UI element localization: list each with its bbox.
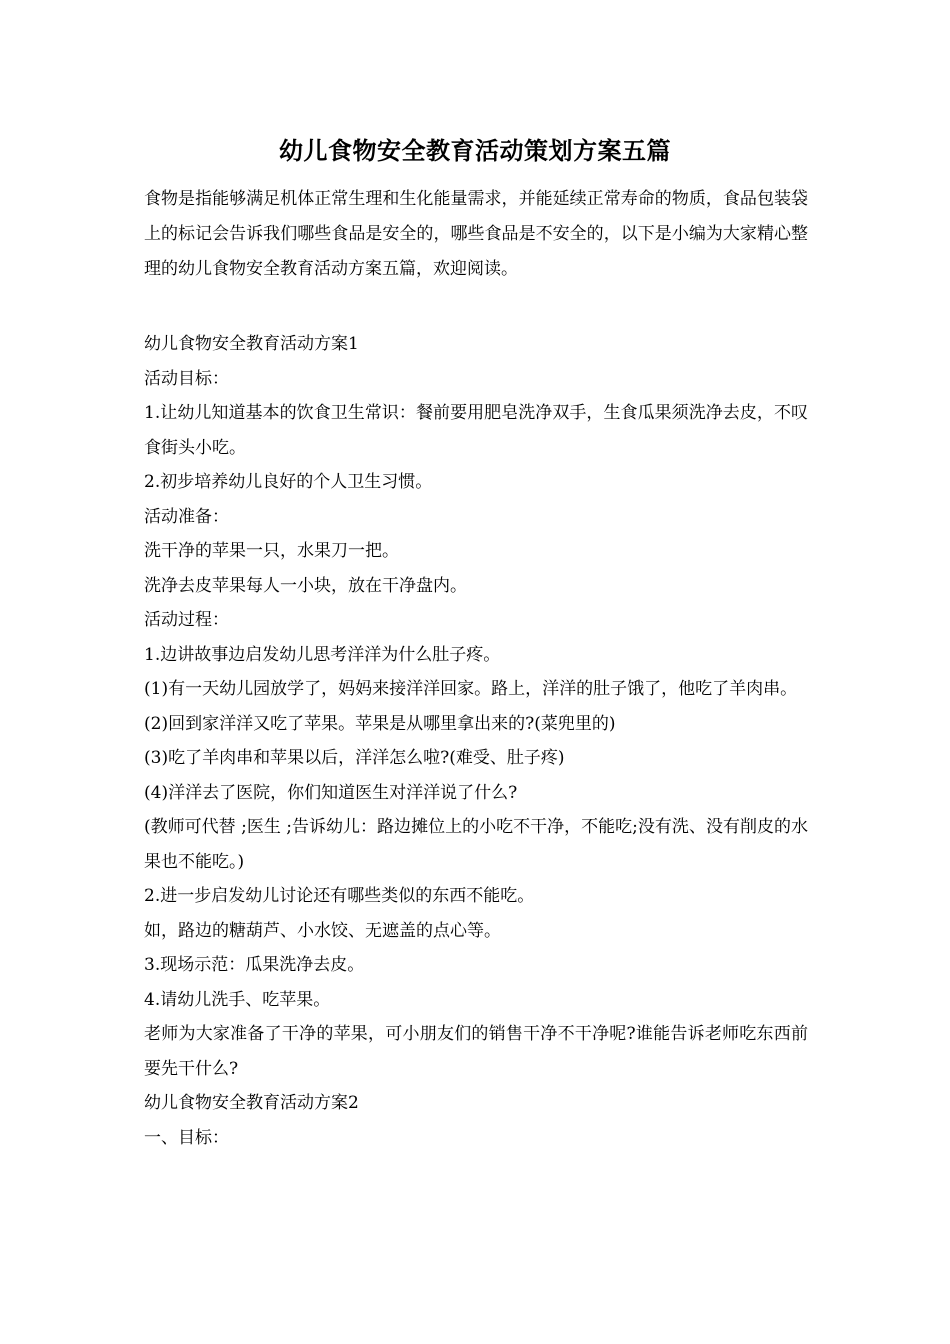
section-heading-2: 幼儿食物安全教育活动方案2	[144, 1093, 359, 1113]
document-title: 幼儿食物安全教育活动策划方案五篇	[279, 136, 671, 165]
story-part-3: (3)吃了羊肉串和苹果以后，洋洋怎么啦?(难受、肚子疼)	[144, 748, 565, 768]
activity-goals-label: 活动目标：	[144, 368, 229, 389]
process-step-2: 2.进一步启发幼儿讨论还有哪些类似的东西不能吃。	[144, 886, 535, 906]
preparation-item-1: 洗干净的苹果一只，水果刀一把。	[144, 541, 399, 561]
goal-item-1: 1.让幼儿知道基本的饮食卫生常识：餐前要用肥皂洗净双手，生食瓜果须洗净去皮，不叹食街头小吃。	[144, 403, 808, 458]
process-step-1: 1.边讲故事边启发幼儿思考洋洋为什么肚子疼。	[144, 644, 501, 665]
goal-item-2: 2.初步培养幼儿良好的个人卫生习惯。	[144, 472, 433, 492]
teacher-note: (教师可代替 ;医生 ;告诉幼儿：路边摊位上的小吃不干净，不能吃;没有洗、没有削皮的水果也不能吃。)	[144, 817, 808, 872]
story-part-2: (2)回到家洋洋又吃了苹果。苹果是从哪里拿出来的?(菜兜里的)	[144, 713, 616, 734]
activity-preparation-label: 活动准备：	[144, 506, 229, 527]
process-step-4: 4.请幼儿洗手、吃苹果。	[144, 989, 331, 1010]
intro-paragraph: 食物是指能够满足机体正常生理和生化能量需求，并能延续正常寿命的物质，食品包装袋上的标记会告诉我们哪些食品是安全的，哪些食品是不安全的，以下是小编为大家精心整理的幼儿食物安全教育活动方案五篇，欢迎阅读。	[144, 189, 808, 279]
examples-line: 如，路边的糖葫芦、小水饺、无遮盖的点心等。	[144, 920, 501, 941]
story-part-4: (4)洋洋去了医院，你们知道医生对洋洋说了什么?	[144, 782, 518, 803]
activity-process-label: 活动过程：	[144, 610, 229, 630]
section-heading-1: 幼儿食物安全教育活动方案1	[144, 334, 359, 354]
story-part-1: (1)有一天幼儿园放学了，妈妈来接洋洋回家。路上，洋洋的肚子饿了，他吃了羊肉串。	[144, 679, 798, 699]
document-body	[144, 327, 808, 1155]
process-step-3: 3.现场示范：瓜果洗净去皮。	[144, 955, 365, 975]
teacher-question: 老师为大家准备了干净的苹果，可小朋友们的销售干净不干净呢?谁能告诉老师吃东西前要先干什么?	[144, 1024, 808, 1079]
section-2-goals-label: 一、目标：	[144, 1127, 229, 1148]
preparation-item-2: 洗净去皮苹果每人一小块，放在干净盘内。	[144, 575, 467, 596]
